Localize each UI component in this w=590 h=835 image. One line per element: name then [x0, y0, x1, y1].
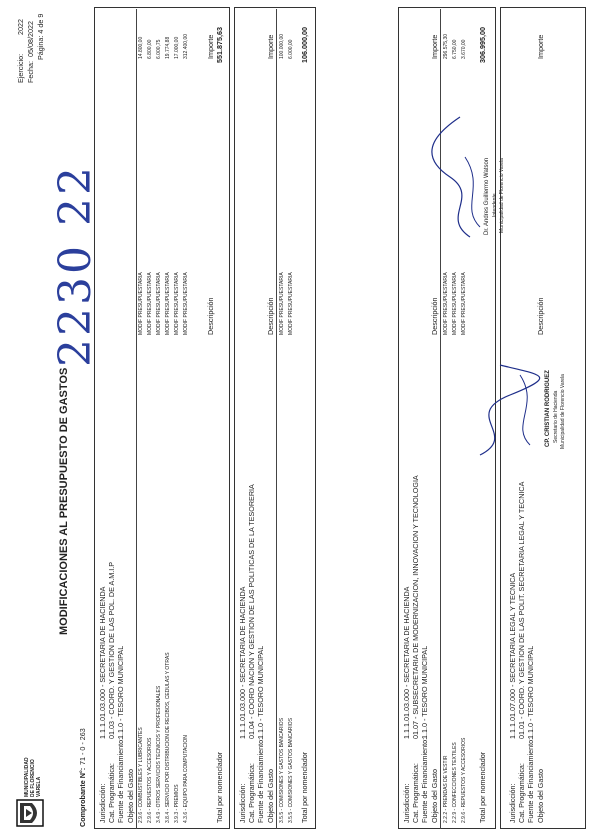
comprobante-value: 71 - 0 - 263 [78, 728, 87, 765]
block-4-descripcion-header: Descripción [536, 297, 545, 335]
row-descripcion: MODIF PRESUPUESTARIA [183, 272, 189, 335]
fecha-value: 05/08/2022 [26, 21, 35, 57]
row-importe: 100.000,00 [279, 33, 285, 59]
block-3-cat-label: Cat. Programática: [411, 763, 420, 823]
ejercicio-label: Ejercicio: [16, 53, 25, 83]
row-descripcion: MODIF PRESUPUESTARIA [288, 272, 294, 335]
row-importe: 296.575,30 [443, 33, 449, 59]
row-descripcion: MODIF PRESUPUESTARIA [147, 272, 153, 335]
block-3-descripcion-header: Descripción [430, 297, 439, 335]
fecha-label: Fecha: [26, 61, 35, 83]
row-descripcion: MODIF PRESUPUESTARIA [165, 272, 171, 335]
table-row: 3.8.4 - SERVICIO POR DISTRIBUCION DE RECIBOS, CEDULAS Y OTRAS [165, 652, 171, 823]
table-row: 2.9.6 - REPUESTOS Y ACCESORIOS [147, 737, 153, 823]
block-2-cat-label: Cat. Programática: [247, 763, 256, 823]
signature-rodriguez [460, 355, 550, 475]
table-row: 3.9.3 - PREMIOS [174, 784, 180, 823]
row-descripcion: MODIF PRESUPUESTARIA [443, 272, 449, 335]
row-descripcion: MODIF PRESUPUESTARIA [138, 272, 144, 335]
block-4-fuente: 1.1.0 - TESORO MUNICIPAL [526, 645, 535, 739]
row-descripcion: MODIF PRESUPUESTARIA [279, 272, 285, 335]
row-importe: 3.670,00 [461, 39, 467, 59]
sig2-role1: Secretario de Hacienda [553, 390, 559, 443]
row-descripcion: MODIF PRESUPUESTARIA [461, 272, 467, 335]
row-importe: 6.000,75 [156, 39, 162, 59]
table-row: 2.9.6 - REPUESTOS Y ACCESORIOS [461, 737, 467, 823]
block-1-objeto-header: Objeto del Gasto [126, 769, 135, 823]
block-3-total-label: Total por nomenclador [478, 751, 487, 823]
page-number: Página: 4 de 9 [36, 13, 45, 60]
block-3-fuente-label: Fuente de Financiamiento: [420, 737, 429, 823]
row-importe: 6.000,00 [288, 39, 294, 59]
row-importe: 19.774,88 [165, 36, 171, 59]
row-descripcion: MODIF PRESUPUESTARIA [452, 272, 458, 335]
row-importe: 17.000,00 [174, 36, 180, 59]
block-4-cat-label: Cat. Programática: [517, 763, 526, 823]
row-importe: 14.800,00 [138, 36, 144, 59]
row-descripcion: MODIF PRESUPUESTARIA [174, 272, 180, 335]
block-2-fuente: 1.1.0 - TESORO MUNICIPAL [256, 645, 265, 739]
comprobante-label: Comprobante N°: [78, 767, 87, 827]
table-row: 4.3.6 - EQUIPO PARA COMPUTACION [183, 735, 189, 823]
block-3-cat: 01.07 - SUBSECRETARIA DE MODERNIZACION, INNOVACION Y TECNOLOGIA [411, 475, 420, 739]
block-4-objeto-header: Objeto del Gasto [536, 769, 545, 823]
block-3-objeto-header: Objeto del Gasto [430, 769, 439, 823]
sig2-name: CP. CRISTIAN RODRIGUEZ [545, 370, 551, 447]
block-2-objeto-header: Objeto del Gasto [266, 769, 275, 823]
block-3-importe-header: Importe [430, 34, 439, 59]
table-row: 2.2.2 - PRENDAS DE VESTIR [443, 755, 449, 823]
block-2-jurisdiccion-label: Jurisdicción: [238, 783, 247, 823]
block-2-jurisdiccion: 1.1.1.01.03.000 - SECRETARIA DE HACIENDA [238, 586, 247, 739]
sig1-name: Dr. Andres Guillermo Watson [484, 157, 490, 235]
block-1-total-label: Total por nomenclador [215, 751, 224, 823]
sig1-role2: Municipalidad de Florencio Varela [499, 158, 505, 233]
block-2-fuente-label: Fuente de Financiamiento: [256, 737, 265, 823]
row-descripcion: MODIF PRESUPUESTARIA [156, 272, 162, 335]
block-1-importe-header: Importe [206, 34, 215, 59]
block-2-total-label: Total por nomenclador [300, 751, 309, 823]
stamp-number: 2230 22 [50, 164, 101, 367]
page-title: MODIFICACIONES AL PRESUPUESTO DE GASTOS [58, 367, 70, 635]
block-1-cat: 01.03 - COORD. Y GESTION DE LAS POL. DE A.M.I.P [107, 561, 116, 739]
block-2-cat: 01.04 - COORD NACION Y GESTION DE LAS POLITICAS DE LA TESORERIA [247, 484, 256, 739]
block-4-fuente-label: Fuente de Financiamiento: [526, 737, 535, 823]
table-row: 3.5.5 - COMISIONES Y GASTOS BANCARIOS [279, 717, 285, 823]
block-1-fuente-label: Fuente de Financiamiento: [116, 737, 125, 823]
table-row: 3.4.9 - OTROS SERVICIOS TECNICOS Y PROFESIONALES [156, 685, 162, 823]
block-2-total: 106.000,00 [300, 27, 309, 63]
block-1-jurisdiccion-label: Jurisdicción: [98, 783, 107, 823]
sig2-role2: Municipalidad de Florencio Varela [560, 374, 566, 449]
block-4-cat: 01.01 - COORD. Y GESTION DE LAS POLIT. SECRETARIA LEGAL Y TECNICA [517, 481, 526, 739]
table-row: 3.5.5 - COMISIONES Y GASTOS BANCARIOS [288, 717, 294, 823]
row-importe: 6.800,00 [147, 39, 153, 59]
block-1-total: 551.875,63 [215, 27, 224, 63]
org-name: MUNICIPALIDAD DE FLORENCIO VARELA [24, 757, 42, 797]
block-1-jurisdiccion: 1.1.1.01.03.000 - SECRETARIA DE HACIENDA [98, 586, 107, 739]
table-row: 2.9.6 - COMBUSTIBLES Y LUBRICANTES [138, 727, 144, 823]
block-1-descripcion-header: Descripción [206, 297, 215, 335]
block-2-importe-header: Importe [266, 34, 275, 59]
block-3-jurisdiccion: 1.1.1.01.03.000 - SECRETARIA DE HACIENDA [402, 586, 411, 739]
table-row: 2.2.9 - CONFECCIONES TEXTILES [452, 742, 458, 823]
block-3-fuente: 1.1.0 - TESORO MUNICIPAL [420, 645, 429, 739]
block-3-total: 306.995,00 [478, 27, 487, 63]
block-3-jurisdiccion-label: Jurisdicción: [402, 783, 411, 823]
row-importe: 312.400,00 [183, 33, 189, 59]
signature-watson [420, 97, 490, 247]
block-4-jurisdiccion-label: Jurisdicción: [508, 783, 517, 823]
block-1-cat-label: Cat. Programática: [107, 763, 116, 823]
municipal-logo [16, 799, 44, 827]
block-2-descripcion-header: Descripción [266, 297, 275, 335]
block-1-fuente: 1.1.0 - TESORO MUNICIPAL [116, 645, 125, 739]
row-importe: 6.750,00 [452, 39, 458, 59]
sig1-role1: Intendente [492, 193, 498, 217]
ejercicio-value: 2022 [16, 19, 25, 35]
block-4-importe-header: Importe [536, 34, 545, 59]
block-4-jurisdiccion: 1.1.1.01.07.000 - SECRETARIA LEGAL Y TECNICA [508, 572, 517, 739]
